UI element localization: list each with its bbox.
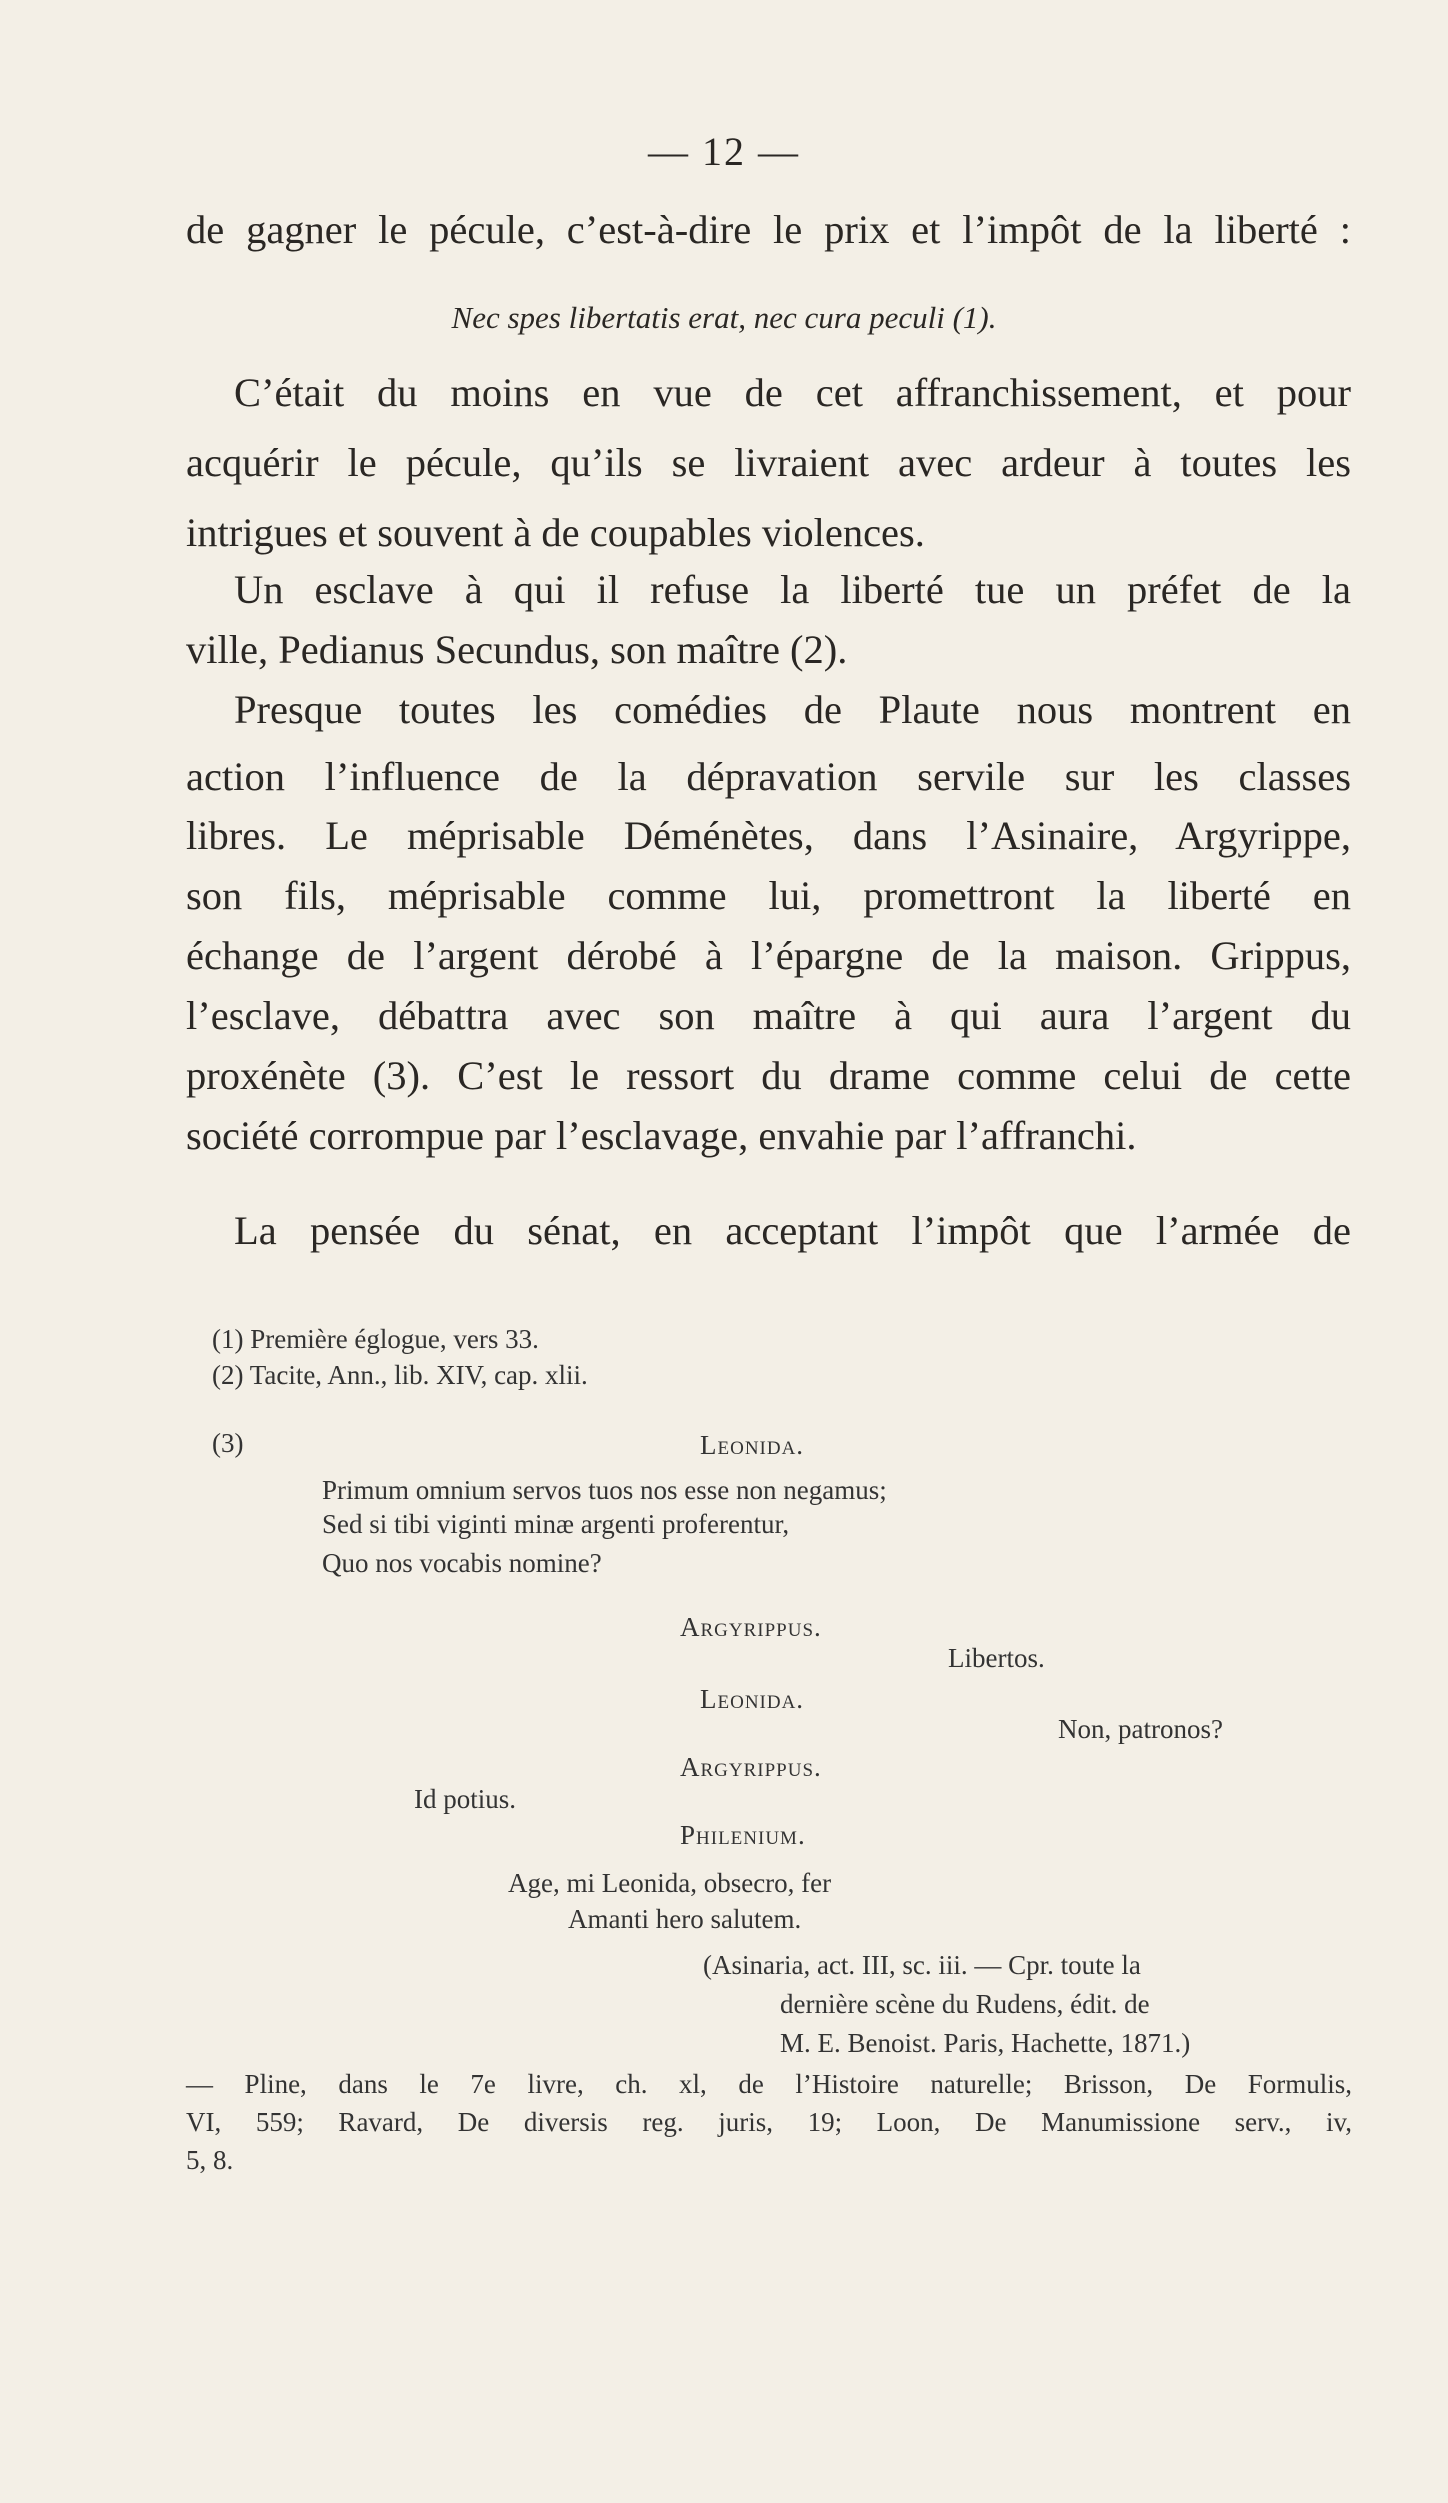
text-line: l’esclave, débattra avec son maître à qui aura l’argent du xyxy=(186,993,1351,1038)
speaker-label: Argyrippus. xyxy=(680,1752,822,1782)
text-line: proxénète (3). C’est le ressort du drame comme celui de cette xyxy=(186,1053,1351,1098)
text-line: action l’influence de la dépravation servile sur les classes xyxy=(186,754,1351,799)
footnote-3-marker: (3) xyxy=(212,1428,244,1458)
text-line: La pensée du sénat, en acceptant l’impôt que l’armée de xyxy=(234,1208,1351,1253)
text-line: ville, Pedianus Secundus, son maître (2). xyxy=(186,627,848,672)
dialogue-reply: Non, patronos? xyxy=(1058,1714,1223,1744)
text-line: intrigues et souvent à de coupables violences. xyxy=(186,510,925,555)
page-number: — 12 — xyxy=(648,129,800,174)
citation-line: (Asinaria, act. III, sc. iii. — Cpr. toute la xyxy=(703,1950,1141,1980)
speaker-label: Leonida. xyxy=(700,1684,805,1714)
speaker-label: Argyrippus. xyxy=(680,1612,822,1642)
text-line: C’était du moins en vue de cet affranchissement, et pour xyxy=(234,370,1351,415)
verse-line: Sed si tibi viginti minæ argenti proferentur, xyxy=(322,1509,790,1539)
text-line: son fils, méprisable comme lui, promettront la liberté en xyxy=(186,873,1351,918)
citation-line: dernière scène du Rudens, édit. de xyxy=(780,1989,1150,2019)
text-line: libres. Le méprisable Déménètes, dans l’Asinaire, Argyrippe, xyxy=(186,813,1351,858)
speaker-label: Leonida. xyxy=(700,1430,805,1460)
dialogue-reply: Id potius. xyxy=(414,1784,517,1814)
text-line: Un esclave à qui il refuse la liberté tue un préfet de la xyxy=(234,567,1351,612)
verse-quote: Nec spes libertatis erat, nec cura peculi (1). xyxy=(451,300,997,335)
verse-line: Age, mi Leonida, obsecro, fer xyxy=(508,1868,832,1898)
text-line: échange de l’argent dérobé à l’épargne de la maison. Grippus, xyxy=(186,933,1351,978)
footnote-2: (2) Tacite, Ann., lib. XIV, cap. xlii. xyxy=(212,1360,588,1390)
footnote-1: (1) Première églogue, vers 33. xyxy=(212,1324,539,1354)
citation-line: 5, 8. xyxy=(186,2145,234,2175)
text-line: Presque toutes les comédies de Plaute nous montrent en xyxy=(234,687,1351,732)
text-line: société corrompue par l’esclavage, envahie par l’affranchi. xyxy=(186,1113,1137,1158)
text-line: de gagner le pécule, c’est-à-dire le prix et l’impôt de la liberté : xyxy=(186,207,1351,252)
text-line: acquérir le pécule, qu’ils se livraient avec ardeur à toutes les xyxy=(186,440,1351,485)
citation-line: — Pline, dans le 7e livre, ch. xl, de l’Histoire naturelle; Brisson, De Formulis, xyxy=(186,2069,1352,2099)
dialogue-reply: Libertos. xyxy=(948,1643,1045,1673)
citation-line: VI, 559; Ravard, De diversis reg. juris, 19; Loon, De Manumissione serv., iv, xyxy=(186,2107,1352,2137)
verse-line: Amanti hero salutem. xyxy=(568,1904,802,1934)
citation-line: M. E. Benoist. Paris, Hachette, 1871.) xyxy=(780,2028,1191,2058)
speaker-label: Philenium. xyxy=(680,1820,806,1850)
verse-line: Quo nos vocabis nomine? xyxy=(322,1548,602,1578)
verse-line: Primum omnium servos tuos nos esse non negamus; xyxy=(322,1475,887,1505)
